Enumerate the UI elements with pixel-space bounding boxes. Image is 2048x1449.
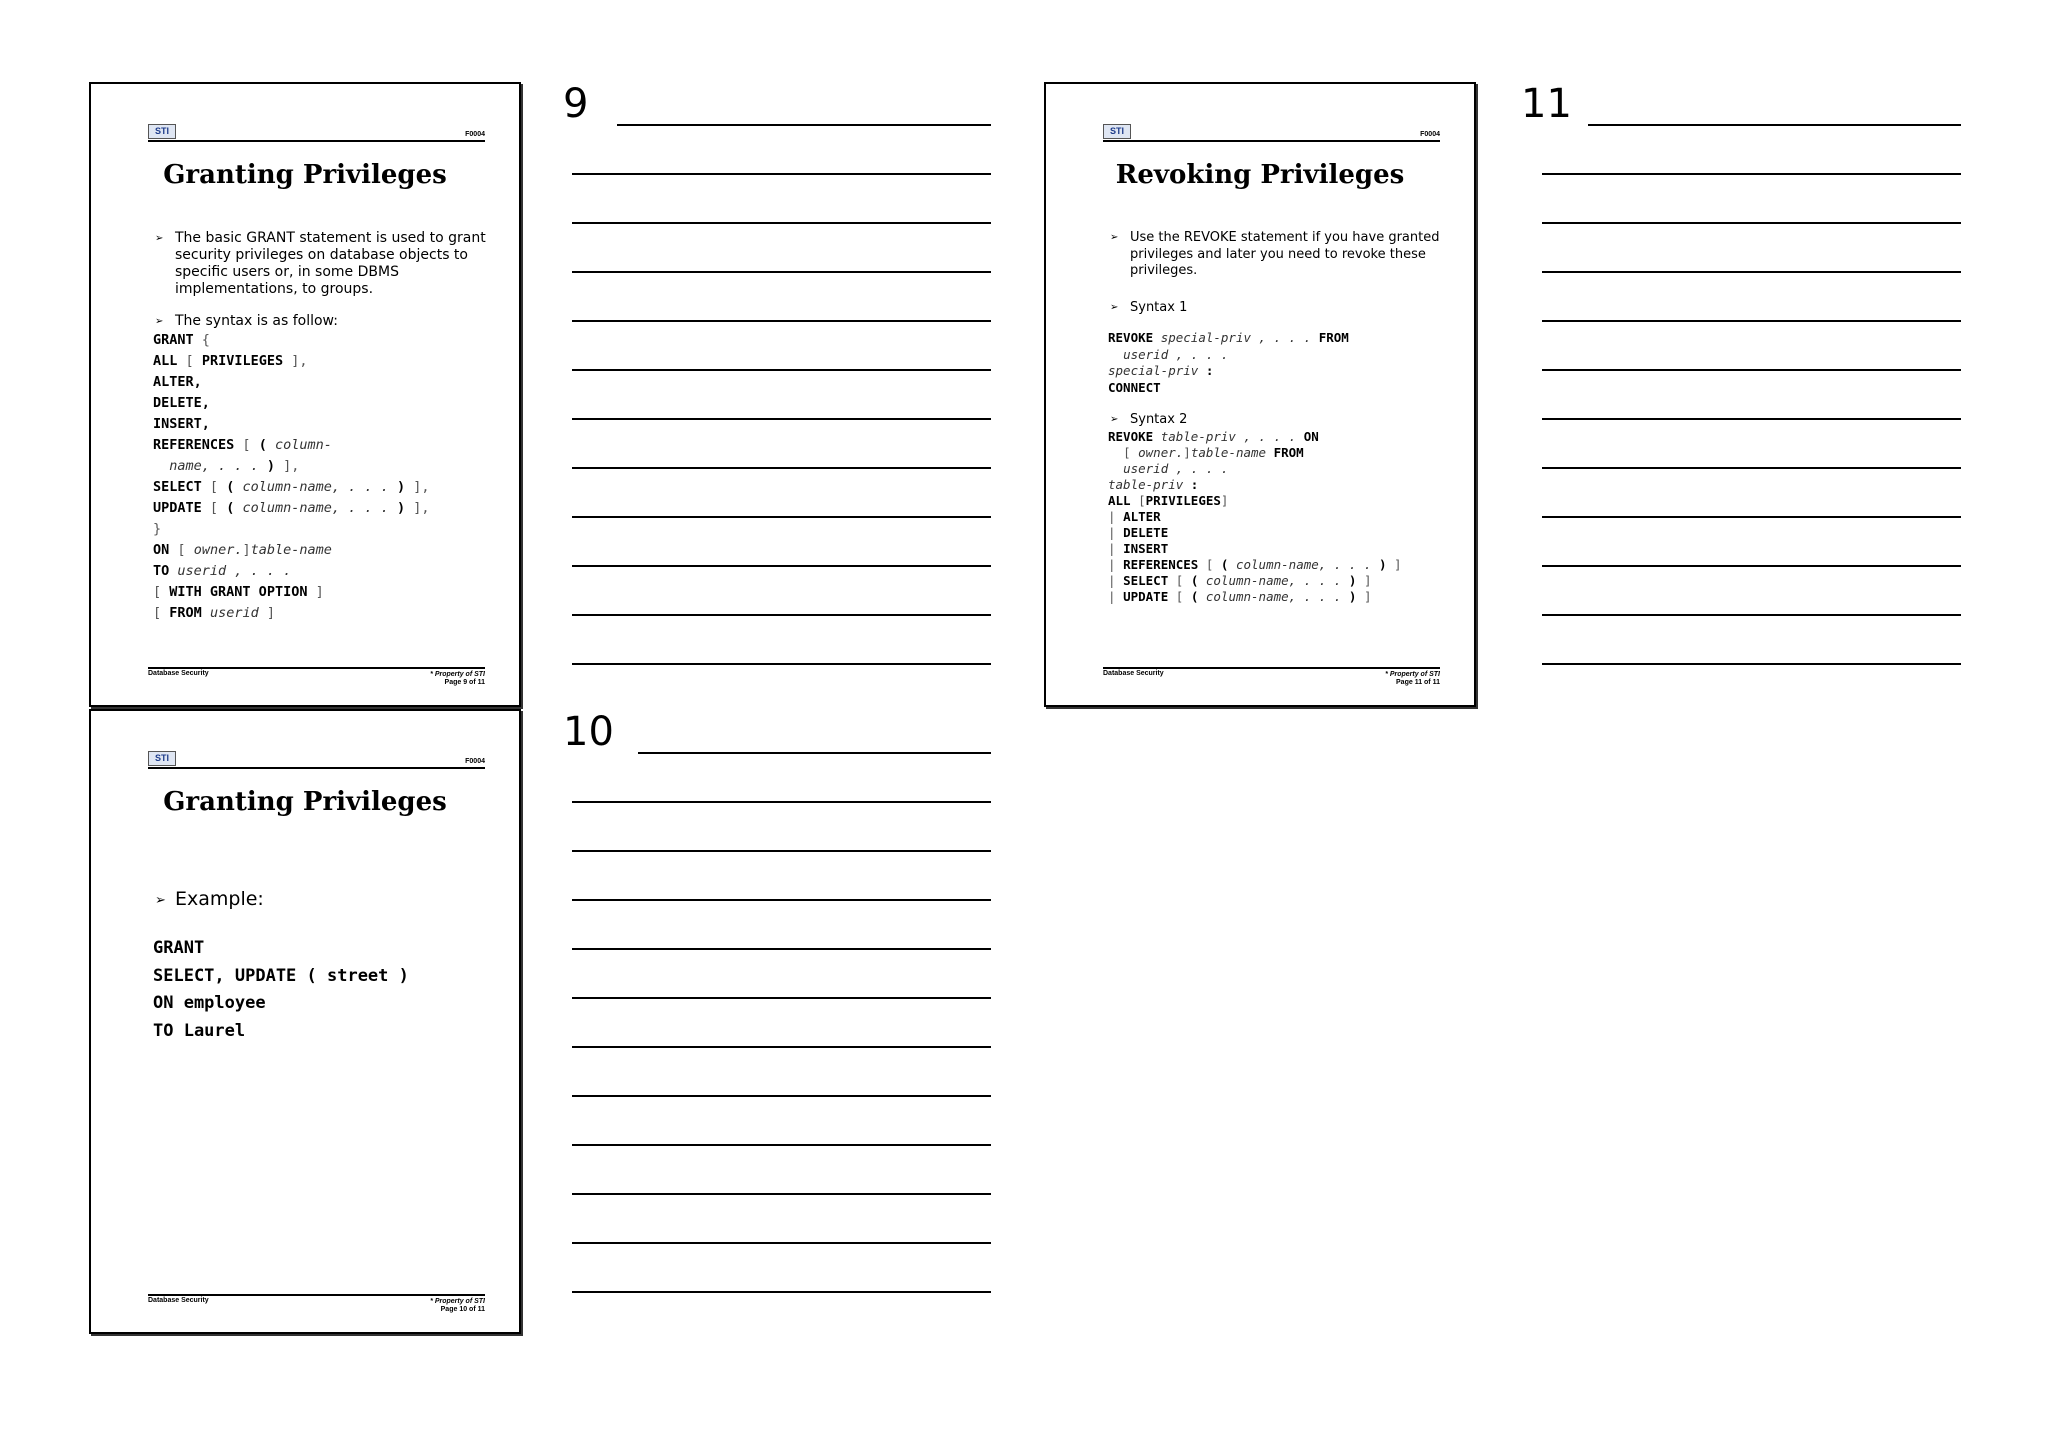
revoke-syntax-2-code: REVOKE table-priv , . . . ON [ owner.]table-name FROM userid , . . . table-priv : ALL [PRIVILEGES] | ALTER | DELETE | INSERT | REFERENCES [ ( column-name, . . . ) ] | SELECT [ ( column-name, . . . ) ] | UPDATE [ ( column-name, . . . ) ] [1108, 428, 1402, 604]
footer-right [430, 1298, 485, 1314]
sti-logo: STI [148, 124, 176, 139]
footer-page-number: Page 10 of 11 [440, 1306, 485, 1313]
footer-course: Database Security [148, 670, 209, 677]
bullet-arrow-icon: ➢ [1110, 301, 1119, 313]
bullet-item [153, 313, 489, 330]
note-line [1542, 663, 1961, 665]
note-line [1542, 418, 1961, 420]
note-line [572, 997, 991, 999]
slide-10 [89, 709, 521, 1334]
note-line [572, 271, 991, 273]
bullet-arrow-icon: ➢ [155, 893, 166, 908]
note-line [1542, 271, 1961, 273]
sti-logo: STI [1103, 124, 1131, 139]
note-line [1542, 467, 1961, 469]
note-line [572, 801, 991, 803]
form-code: F0004 [465, 131, 485, 138]
notes-number: 11 [1521, 81, 1572, 127]
footer-property: * Property of STI [430, 1298, 485, 1305]
note-line [572, 565, 991, 567]
code-line: SELECT, UPDATE ( street ) [153, 965, 409, 986]
note-line [617, 124, 991, 126]
bullet-text: Use the REVOKE statement if you have granted privileges and later you need to revoke these privileges. [1130, 230, 1440, 278]
slide-title: Granting Privileges [163, 787, 447, 817]
note-line [1542, 173, 1961, 175]
slide-11 [1044, 82, 1476, 707]
note-line [572, 850, 991, 852]
note-line [572, 1095, 991, 1097]
footer-property: * Property of STI [430, 671, 485, 678]
example-code [153, 935, 489, 1045]
code-line: TO Laurel [153, 1020, 246, 1041]
note-line [572, 1046, 991, 1048]
note-line [572, 614, 991, 616]
slide-title: Revoking Privileges [1115, 160, 1405, 190]
slide-body [153, 230, 489, 624]
note-line [572, 1242, 991, 1244]
slide-header [148, 122, 485, 142]
note-line [572, 418, 991, 420]
note-line [572, 663, 991, 665]
slide-title: Granting Privileges [163, 160, 447, 190]
footer-course: Database Security [1103, 670, 1164, 677]
bullet-item [1108, 230, 1444, 280]
bullet-text: The basic GRANT statement is used to grant security privileges on database objects to specific users or, in some DBMS implementations, to groups. [175, 230, 486, 297]
bullet-text: Syntax 2 [1130, 412, 1188, 427]
note-line [1542, 222, 1961, 224]
slide-footer [1103, 667, 1440, 686]
note-line [572, 1193, 991, 1195]
bullet-arrow-icon: ➢ [155, 233, 164, 244]
revoke-syntax-1-code: REVOKE special-priv , . . . FROM userid , . . . special-priv : CONNECT [1108, 330, 1349, 395]
note-line [572, 320, 991, 322]
notes-number: 9 [563, 81, 589, 127]
slide-header [1103, 122, 1440, 142]
bullet-item [153, 230, 489, 298]
note-line [1588, 124, 1961, 126]
bullet-arrow-icon: ➢ [1110, 414, 1119, 425]
note-line [638, 752, 991, 754]
note-line [1542, 565, 1961, 567]
slide-footer [148, 667, 485, 686]
note-line [572, 1291, 991, 1293]
bullet-text: The syntax is as follow: [175, 313, 338, 329]
grant-syntax-code: GRANT { ALL [ PRIVILEGES ], ALTER, DELETE, INSERT, REFERENCES [ ( column- name, . . . ) ], SELECT [ ( column-name, . . . ) ], UPDATE [ ( column-name, . . . ) ], } ON [ owner.]table-name TO userid , . . . [ WITH GRANT OPTION ] [ FROM userid ] [153, 332, 430, 621]
code-line: ON employee [153, 993, 266, 1013]
bullet-text: Example: [175, 888, 264, 910]
footer-page-number: Page 11 of 11 [1396, 679, 1440, 686]
footer-right [430, 671, 485, 687]
bullet-item [153, 887, 489, 911]
bullet-arrow-icon: ➢ [155, 316, 164, 327]
note-line [1542, 614, 1961, 616]
note-line [572, 222, 991, 224]
note-line [1542, 320, 1961, 322]
slide-9 [89, 82, 521, 707]
note-line [572, 516, 991, 518]
note-line [1542, 369, 1961, 371]
slide-footer [148, 1294, 485, 1313]
note-line [572, 1144, 991, 1146]
bullet-arrow-icon: ➢ [1110, 232, 1119, 243]
footer-course: Database Security [148, 1297, 209, 1304]
note-line [572, 173, 991, 175]
footer-right [1385, 671, 1440, 687]
footer-page-number: Page 9 of 11 [444, 679, 485, 686]
sti-logo: STI [148, 751, 176, 766]
note-line [572, 899, 991, 901]
note-line [572, 369, 991, 371]
note-line [572, 948, 991, 950]
code-line: GRANT [153, 938, 205, 958]
form-code: F0004 [1420, 131, 1440, 138]
form-code: F0004 [465, 758, 485, 765]
bullet-item [1108, 412, 1444, 429]
bullet-item [1108, 300, 1444, 317]
footer-property: * Property of STI [1385, 671, 1440, 678]
slide-body [153, 887, 489, 1045]
notes-number: 10 [563, 709, 614, 755]
slide-header [148, 749, 485, 769]
note-line [572, 467, 991, 469]
note-line [1542, 516, 1961, 518]
slide-body [1108, 230, 1444, 605]
bullet-text: Syntax 1 [1130, 299, 1188, 315]
